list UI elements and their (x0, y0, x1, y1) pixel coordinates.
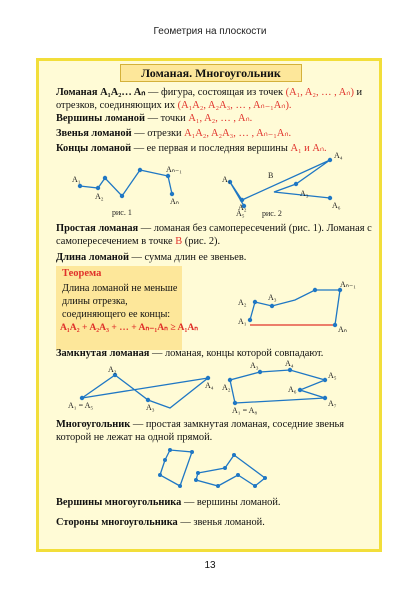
polyline-simple (80, 170, 172, 196)
label-a4: A₄ (285, 359, 294, 368)
term: Концы ломаной (56, 143, 132, 154)
label-a5: A₅ (236, 209, 245, 218)
theorem-title: Теорема (62, 268, 102, 279)
text: — отрезки (131, 128, 185, 139)
label-a1a5: A₁ = A₅ (68, 401, 94, 410)
text: — фигура, состоящая из точек (145, 87, 286, 98)
label-b: B (268, 171, 274, 180)
text: и отрезков, соединяющих их (56, 87, 363, 111)
label-a4: A₄ (334, 151, 343, 160)
label-an: Aₙ (338, 325, 347, 334)
label-a2: A₂ (222, 383, 231, 392)
label-a1: A₁ (222, 175, 231, 184)
page-header: Геометрия на плоскости (153, 26, 267, 37)
closed-polyline-1 (82, 375, 208, 408)
label-a6: A₆ (332, 201, 341, 210)
text: — ее первая и последняя вершины (131, 143, 291, 154)
text: — сумма длин ее звеньев. (128, 252, 247, 263)
label-a3: A₃ (146, 403, 155, 412)
label-a2: A₂ (95, 192, 104, 201)
page-number: 13 (204, 560, 216, 571)
label-an1: Aₙ₋₁ (166, 165, 182, 174)
value: A₁A₂, A₂A₃, … , Aₙ₋₁Aₙ. (184, 128, 292, 139)
label-a3: A₃ (300, 189, 309, 198)
label-an: Aₙ (170, 197, 179, 206)
point-b: B (175, 236, 183, 247)
term: Замкнутая ломаная (56, 348, 150, 359)
polygon-2 (196, 455, 265, 486)
text: — точки (144, 113, 189, 124)
label-a6: A₆ (288, 385, 297, 394)
polyline-theorem (250, 290, 340, 325)
polygon-1 (160, 450, 192, 486)
polyline-self-intersecting (230, 160, 330, 206)
text: — ломаная без самопересечений (рис. 1). Ломаная с самопересечением в точке (56, 223, 372, 247)
label-a1a8: A₁ = A₈ (232, 406, 258, 415)
term: Вершины ломаной (56, 113, 145, 124)
term: Многоугольник (56, 419, 131, 430)
label-a1: A₁ (72, 175, 81, 184)
segments: (A₁A₂, A₂A₃, … , Aₙ₋₁Aₙ). (177, 100, 292, 111)
label-a2: A₂ (108, 365, 117, 374)
theorem-text: Длина ломаной не меньше длины отрезка, соединяющего ее концы: (62, 283, 178, 320)
label-a7: A₇ (328, 399, 337, 408)
label-an1: Aₙ₋₁ (340, 280, 356, 289)
text: — звенья ломаной. (177, 517, 265, 528)
section-title: Ломаная. Многоугольник (120, 64, 302, 82)
term: Стороны многоугольника (56, 517, 178, 528)
text: — простая замкнутая ломаная, соседние звенья которой не лежат на одной прямой. (56, 419, 345, 443)
fig2-caption: рис. 2 (262, 209, 282, 218)
term: Простая ломаная (56, 223, 139, 234)
term: Звенья ломаной (56, 128, 132, 139)
text: — вершины ломаной. (181, 497, 281, 508)
term: Ломаная A₁A₂… Aₙ (56, 87, 146, 98)
value: A₁, A₂, … , Aₙ. (188, 113, 253, 124)
label-a1: A₁ (238, 317, 247, 326)
term: Длина ломаной (56, 252, 129, 263)
text: — ломаная, концы которой совпадают. (149, 348, 324, 359)
text: (рис. 2). (182, 236, 221, 247)
theorem-formula: A₁A₂ + A₂A₃ + … + Aₙ₋₁Aₙ ≥ A₁Aₙ (60, 322, 199, 333)
label-a3: A₃ (268, 293, 277, 302)
points: (A₁, A₂, … , Aₙ) (285, 87, 354, 98)
closed-polyline-2 (230, 370, 325, 403)
term: Вершины многоугольника (56, 497, 182, 508)
label-a4: A₄ (205, 381, 214, 390)
label-a3: A₃ (250, 361, 259, 370)
label-a5: A₅ (328, 371, 337, 380)
fig1-caption: рис. 1 (112, 208, 132, 217)
label-a2: A₂ (238, 298, 247, 307)
value: A₁ и Aₙ. (290, 143, 327, 154)
label-a2: A₂ (238, 203, 247, 212)
